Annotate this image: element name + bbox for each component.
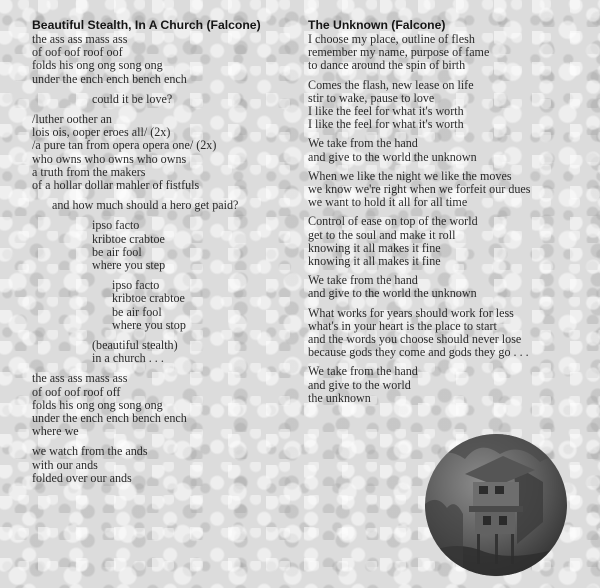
lyric-line: and give to the world [308,377,411,392]
lyrics-right-column [308,18,570,405]
lyric-line: Control of ease on top of the world [308,214,478,229]
stanza [308,215,570,268]
stanza [308,33,570,73]
lyric-line: kribtoe crabtoe [92,231,165,246]
lyric-line: folds his ong ong song ong [32,397,163,412]
chorus [308,137,570,163]
lyric-line: be air fool [92,244,142,259]
lyric-line: with our ands [32,457,98,472]
lyric-line: and how much should a hero get paid? [52,198,239,213]
lyric-line: could it be love? [92,91,173,106]
lyric-line: we know we're right when we forfeit our dues [308,182,531,197]
stanza [308,79,570,132]
lyric-line: What works for years should work for less [308,305,514,320]
lyric-line: we want to hold it all for all time [308,195,468,210]
lyric-line: /luther oother an [32,112,112,127]
lyric-line: stir to wake, pause to love [308,90,435,105]
song-title: Beautiful Stealth, In A Church (Falcone) [32,18,261,32]
chant [32,339,294,365]
lyric-line: knowing it all makes it fine [308,240,441,255]
lyric-line: lois ois, ooper eroes all/ (2x) [32,125,171,140]
lyrics-left-column [32,18,294,485]
lyric-line: /a pure tan from opera opera one/ (2x) [32,138,217,153]
stanza [32,372,294,438]
lyric-line: We take from the hand [308,273,418,288]
lyric-line: under the ench ench bench ench [32,411,187,426]
lyric-line: I choose my place, outline of flesh [308,32,475,46]
stanza [32,113,294,192]
lyric-line: where we [32,424,79,439]
lyric-line: in a church . . . [92,351,164,366]
lyric-line: of oof oof roof off [32,384,121,399]
lyric-line: the ass ass mass ass [32,32,128,46]
stanza [32,33,294,86]
song-title: The Unknown (Falcone) [308,18,446,32]
lyric-line: of a hollar dollar mahler of fistfuls [32,178,200,193]
lyric-line: kribtoe crabtoe [112,291,185,306]
lyric-line: I like the feel for what it's worth [308,104,464,119]
stanza [308,307,570,360]
lyric-line: of oof oof roof oof [32,45,123,60]
lyric-line: a truth from the makers [32,164,146,179]
lyric-line: we watch from the ands [32,444,148,459]
chorus [308,274,570,300]
lyric-line: under the ench ench bench ench [32,71,187,86]
lyric-line: We take from the hand [308,364,418,379]
lyric-line: who owns who owns who owns [32,151,187,166]
lyric-line: folded over our ands [32,470,132,485]
lyric-line: because gods they come and gods they go . . . [308,345,529,360]
lyric-line: to dance around the spin of birth [308,58,466,73]
lyric-line: be air fool [112,304,162,319]
lyric-line: knowing it all makes it fine [308,254,441,269]
lyric-line: ipso facto [112,278,160,293]
lyric-line: where you step [92,258,166,273]
lyric-line: the ass ass mass ass [32,371,128,386]
lyric-line: what's in your heart is the place to start [308,318,497,333]
chant [32,219,294,272]
house-illustration [425,434,567,576]
lyric-line: where you stop [112,317,186,332]
lyric-line: and give to the world the unknown [308,286,477,301]
stanza [32,445,294,485]
circular-house-photo [425,434,567,576]
stanza [308,170,570,210]
lyric-line: folds his ong ong song ong [32,58,163,73]
chorus [308,365,570,405]
lyric-line: the unknown [308,390,371,405]
lyric-line: I like the feel for what it's worth [308,117,464,132]
lyric-line: Comes the flash, new lease on life [308,77,474,92]
lyric-line: and the words you choose should never lose [308,332,522,347]
lyric-line: get to the soul and make it roll [308,227,456,242]
lyric-line: and give to the world the unknown [308,149,477,164]
lyric-line: ipso facto [92,218,140,233]
lyric-line: (beautiful stealth) [92,338,178,353]
lyric-line: When we like the night we like the moves [308,168,512,183]
chant [32,279,294,332]
lyric-line: remember my name, purpose of fame [308,45,490,60]
lyric-line: We take from the hand [308,136,418,151]
